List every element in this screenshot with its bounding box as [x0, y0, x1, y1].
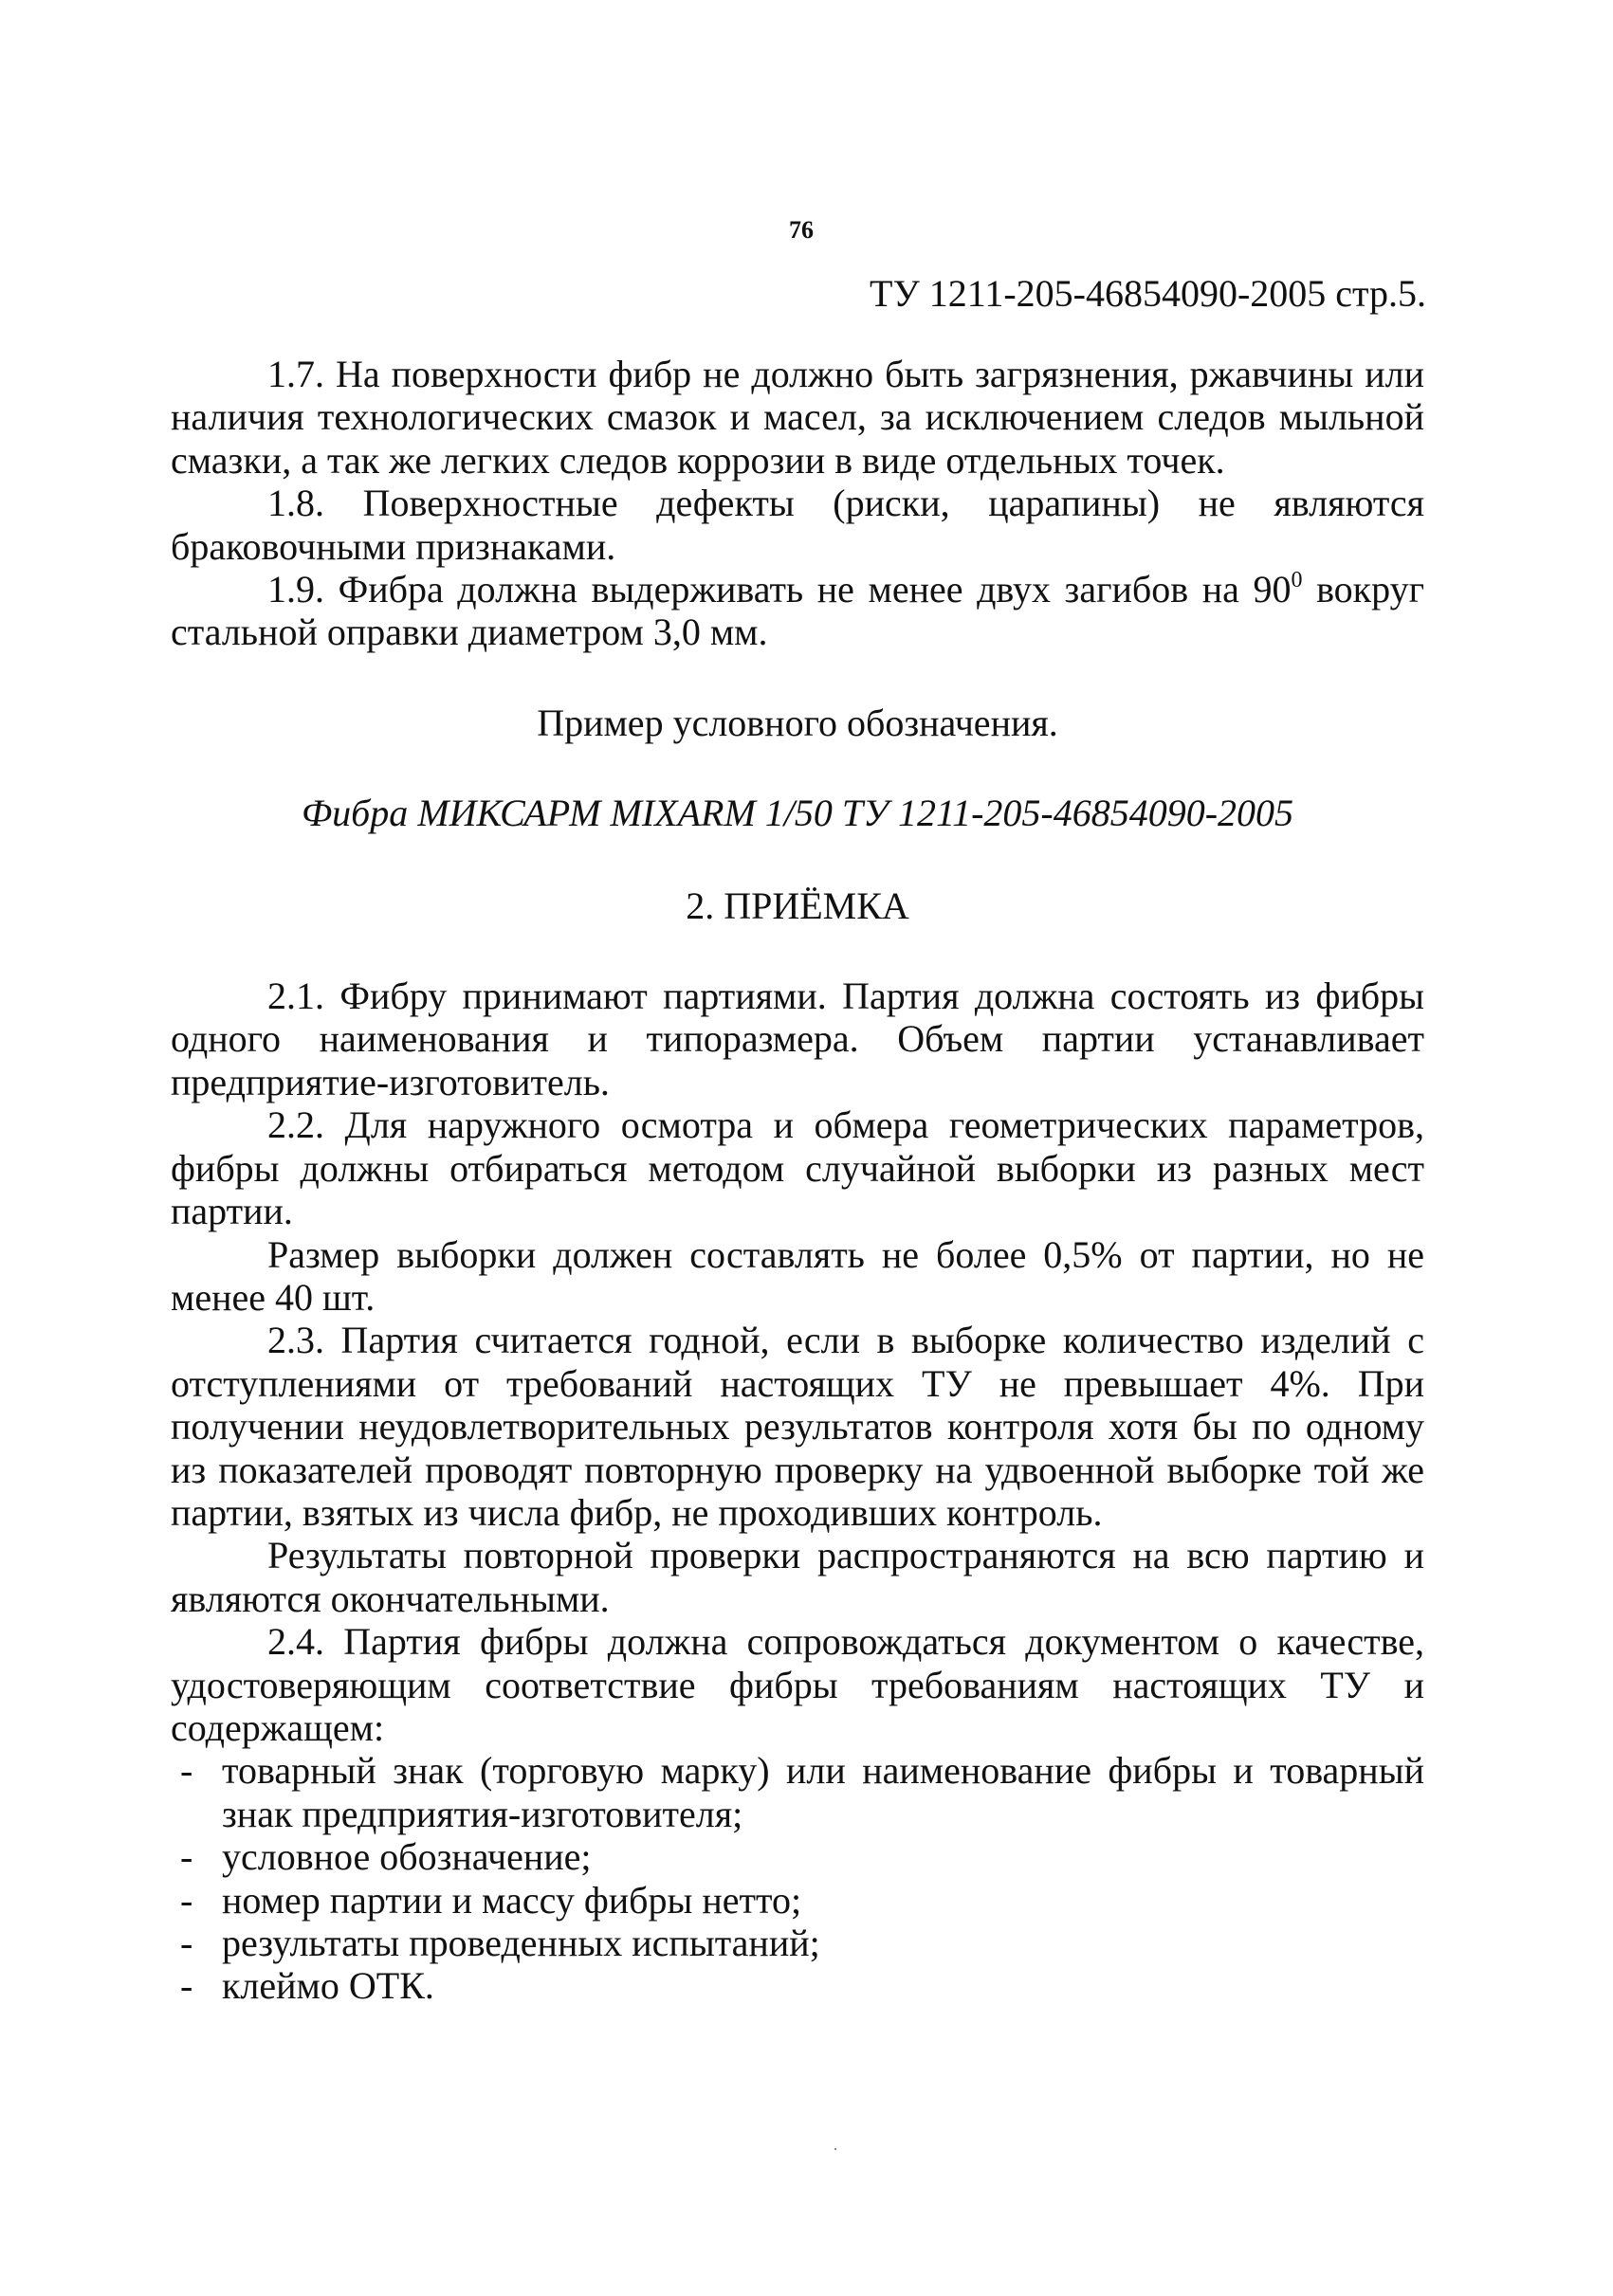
example-designation: Фибра МИКСАРМ MIXARM 1/50 ТУ 1211-205-46854090-2005	[301, 792, 1294, 835]
document-contents-list	[171, 1749, 1424, 2007]
paragraph-2-3: 2.3. Партия считается годной, если в выборке количество изделий с отступлениями от требований настоящих ТУ не превышает 4%. При получении неудовлетворительных результатов контроля хотя бы по одному из показателей проводят повторную проверку на удвоенной выборке той же партии, взятых из числа фибр, не проходивших контроль.	[171, 1319, 1424, 1534]
list-item	[171, 1964, 1424, 2007]
list-dash: -	[180, 1964, 193, 2008]
list-dash: -	[180, 1835, 193, 1879]
list-dash: -	[180, 1922, 193, 1964]
paragraph-1-9-text-end: вокруг стальной оправки диаметром 3,0 мм.	[171, 568, 1424, 654]
list-item-text: номер партии и массу фибры нетто;	[222, 1878, 802, 1922]
page-number: 76	[789, 216, 814, 244]
list-item-text: товарный знак (торговую марку) или наименование фибры и товарный знак предприятия-изготовителя;	[222, 1749, 1424, 1835]
list-item-text: клеймо ОТК.	[222, 1964, 434, 2008]
paragraph-1-7: 1.7. На поверхности фибр не должно быть загрязнения, ржавчины или наличия технологических смазок и масел, за исключением следов мыльной смазки, а так же легких следов коррозии в виде отдельных точек.	[171, 353, 1424, 482]
section-2-title: 2. ПРИЁМКА	[686, 884, 909, 927]
paragraph-2-1: 2.1. Фибру принимают партиями. Партия должна состоять из фибры одного наименования и типоразмера. Объем партии устанавливает предприятие-изготовитель.	[171, 975, 1424, 1103]
document-header: ТУ 1211-205-46854090-2005 стр.5.	[870, 272, 1426, 315]
paragraph-1-9-text: 1.9. Фибра должна выдерживать не менее двух загибов на 90	[267, 568, 1292, 611]
paragraph-2-2: 2.2. Для наружного осмотра и обмера геометрических параметров, фибры должны отбираться методом случайной выборки из разных мест партии.	[171, 1103, 1424, 1233]
document-body	[171, 353, 1424, 2008]
paragraph-1-9	[171, 568, 1424, 654]
paragraph-2-2-sample-size: Размер выборки должен составлять не более 0,5% от партии, но не менее 40 шт.	[171, 1232, 1424, 1319]
list-item	[171, 1922, 1424, 1964]
example-title: Пример условного обозначения.	[537, 701, 1058, 744]
list-item	[171, 1879, 1424, 1922]
list-dash: -	[180, 1878, 193, 1922]
degree-superscript: 0	[1291, 568, 1303, 593]
list-item-text: условное обозначение;	[222, 1835, 592, 1879]
paragraph-2-4: 2.4. Партия фибры должна сопровождаться документом о качестве, удостоверяющим соответствие фибры требованиям настоящих ТУ и содержащем:	[171, 1620, 1424, 1749]
list-item	[171, 1835, 1424, 1878]
list-dash: -	[180, 1749, 193, 1793]
list-item	[171, 1749, 1424, 1835]
list-item-text: результаты проведенных испытаний;	[222, 1922, 820, 1964]
paragraph-2-3-results: Результаты повторной проверки распространяются на всю партию и являются окончательными.	[171, 1534, 1424, 1620]
scan-speck	[834, 2148, 836, 2150]
paragraph-1-8: 1.8. Поверхностные дефекты (риски, царапины) не являются браковочными признаками.	[171, 482, 1424, 568]
